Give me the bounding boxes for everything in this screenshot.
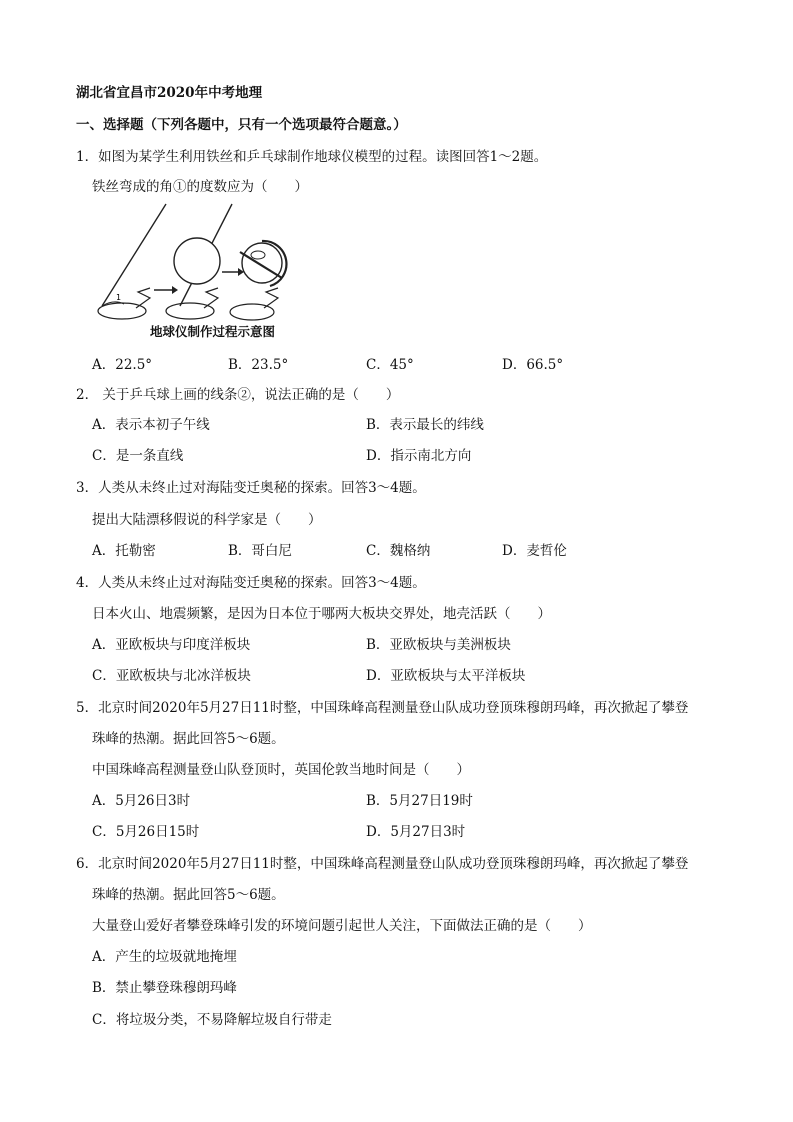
q1-option-d[interactable]: D．66.5° [502, 357, 564, 373]
q4-option-a[interactable]: A．亚欧板块与印度洋板块 [92, 637, 251, 653]
q5-option-d[interactable]: D．5月27日3时 [366, 824, 466, 840]
q4-intro: 4．人类从未终止过对海陆变迁奥秘的探索。回答3～4题。 [76, 575, 426, 591]
q2-option-b[interactable]: B．表示最长的纬线 [366, 417, 484, 433]
section-heading: 一、选择题（下列各题中，只有一个选项最符合题意。） [76, 117, 407, 133]
q3-option-b[interactable]: B．哥白尼 [228, 543, 292, 559]
q3-option-d[interactable]: D．麦哲伦 [502, 543, 567, 559]
q2-option-c[interactable]: C．是一条直线 [92, 448, 184, 464]
q6-option-a[interactable]: A．产生的垃圾就地掩埋 [92, 949, 237, 965]
q4-option-b[interactable]: B．亚欧板块与美洲板块 [366, 637, 511, 653]
q1-intro: 1．如图为某学生利用铁丝和乒乓球制作地球仪模型的过程。读图回答1～2题。 [76, 149, 548, 165]
q1-option-a[interactable]: A．22.5° [92, 357, 153, 373]
q2-option-a[interactable]: A．表示本初子午线 [92, 417, 210, 433]
q1-option-c[interactable]: C．45° [366, 357, 414, 373]
q4-stem: 日本火山、地震频繁，是因为日本位于哪两大板块交界处，地壳活跃（ ） [92, 606, 551, 622]
q6-intro-line2: 珠峰的热潮。据此回答5～6题。 [92, 887, 285, 903]
q6-option-b[interactable]: B．禁止攀登珠穆朗玛峰 [92, 980, 237, 996]
q3-option-c[interactable]: C．魏格纳 [366, 543, 431, 559]
q3-intro: 3．人类从未终止过对海陆变迁奥秘的探索。回答3～4题。 [76, 480, 426, 496]
q5-option-b[interactable]: B．5月27日19时 [366, 793, 473, 809]
q1-stem: 铁丝弯成的角①的度数应为（ ） [92, 179, 308, 195]
doc-title: 湖北省宜昌市2020年中考地理 [76, 85, 263, 101]
base-3 [230, 304, 274, 320]
q1-option-b[interactable]: B．23.5° [228, 357, 289, 373]
q6-stem: 大量登山爱好者攀登珠峰引发的环境问题引起世人关注，下面做法正确的是（ ） [92, 918, 592, 934]
q5-intro-line1: 5．北京时间2020年5月27日11时整，中国珠峰高程测量登山队成功登顶珠穆朗玛峰，再次掀起了攀登 [76, 700, 689, 716]
q3-option-a[interactable]: A．托勒密 [92, 543, 156, 559]
q3-stem: 提出大陆漂移假说的科学家是（ ） [92, 512, 322, 528]
globe-model [242, 243, 282, 283]
ping-pong-ball [174, 238, 220, 284]
angle-label: 1 [116, 293, 122, 302]
q5-option-c[interactable]: C．5月26日15时 [92, 824, 200, 840]
q2-option-d[interactable]: D．指示南北方向 [366, 448, 472, 464]
q6-intro-line1: 6．北京时间2020年5月27日11时整，中国珠峰高程测量登山队成功登顶珠穆朗玛峰，再次掀起了攀登 [76, 856, 689, 872]
q5-intro-line2: 珠峰的热潮。据此回答5～6题。 [92, 731, 285, 747]
q4-option-d[interactable]: D．亚欧板块与太平洋板块 [366, 668, 526, 684]
q4-option-c[interactable]: C．亚欧板块与北冰洋板块 [92, 668, 251, 684]
q5-option-a[interactable]: A．5月26日3时 [92, 793, 191, 809]
figure-caption: 地球仪制作过程示意图 [150, 324, 276, 339]
q6-option-c[interactable]: C．将垃圾分类，不易降解垃圾自行带走 [92, 1012, 332, 1028]
q5-stem: 中国珠峰高程测量登山队登顶时，英国伦敦当地时间是（ ） [92, 762, 470, 778]
q2-stem: 2． 关于乒乓球上画的线条②，说法正确的是（ ） [76, 387, 400, 403]
